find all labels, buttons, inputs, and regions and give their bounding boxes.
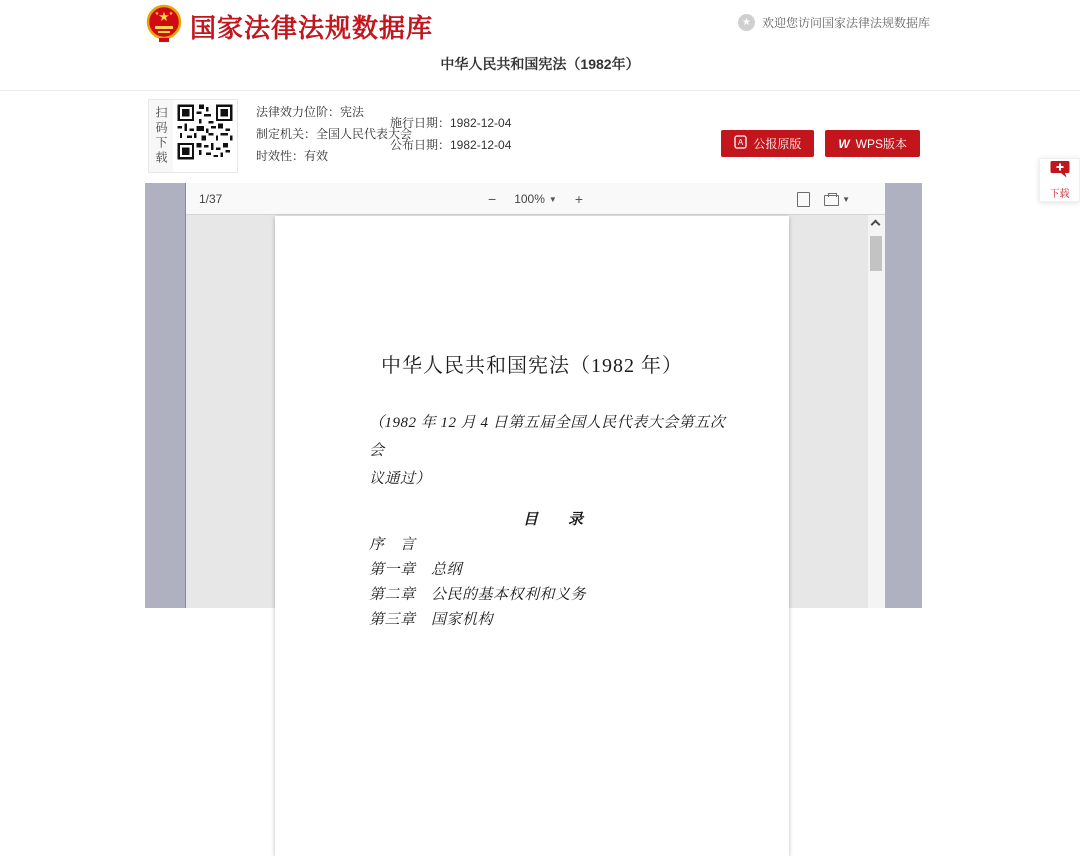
print-menu[interactable]: [824, 193, 850, 206]
site-header: [0, 0, 1080, 46]
doc-title-bar: [0, 46, 1080, 91]
toc-heading: 目 录: [522, 512, 583, 528]
wps-button-label: WPS版本: [855, 137, 907, 151]
adoption-line-2: 议通过）: [369, 471, 432, 487]
pdf-page-1: [275, 216, 789, 856]
svg-text:★: ★: [168, 11, 174, 17]
adoption-line-1: （1982 年 12 月 4 日第五届全国人民代表大会第五次会: [369, 415, 726, 459]
gazette-original-button[interactable]: [721, 130, 814, 157]
user-star-icon: ★: [738, 14, 755, 31]
svg-text:A: A: [738, 138, 744, 147]
svg-text:★: ★: [158, 9, 170, 24]
print-icon: [824, 195, 839, 206]
welcome-text: 欢迎您访问国家法律法规数据库: [761, 16, 930, 30]
qr-download-box: [148, 99, 238, 173]
meta-validity: 时效性：有效: [256, 149, 329, 163]
page-indicator: 1/37: [199, 192, 223, 206]
page-body: [275, 409, 789, 633]
zoom-in-button[interactable]: +: [571, 189, 587, 209]
meta-rank: 法律效力位阶：宪法: [256, 105, 365, 119]
toc-item-preface: 序 言: [369, 537, 416, 553]
qr-code: [173, 100, 237, 164]
download-bubble-icon: [1050, 160, 1070, 184]
floating-download-button[interactable]: [1039, 158, 1080, 202]
meta-maker: 制定机关：全国人民代表大会: [256, 127, 413, 141]
svg-text:★: ★: [154, 11, 160, 17]
wps-version-button[interactable]: [825, 130, 920, 157]
floating-download-label: 下载: [1049, 189, 1070, 200]
meta-column-left: [256, 101, 412, 167]
zoom-out-button[interactable]: −: [484, 189, 500, 209]
doc-title: 中华人民共和国宪法（1982年）: [440, 56, 640, 72]
constitution-title: 中华人民共和国宪法（1982 年）: [381, 355, 683, 377]
fit-page-icon[interactable]: [797, 192, 810, 207]
pdf-canvas: [186, 215, 885, 628]
gazette-button-label: 公报原版: [753, 137, 802, 151]
meta-effective-date: 施行日期：1982-12-04: [390, 116, 512, 130]
zoom-level-value: 100%: [514, 192, 545, 206]
pdf-viewer-frame: [145, 183, 922, 628]
pdf-file-icon: [734, 135, 747, 152]
welcome-area: [738, 14, 930, 31]
chevron-down-icon: ▼: [548, 194, 557, 204]
law-meta-section: [148, 91, 922, 183]
wps-icon: W: [838, 136, 850, 151]
download-buttons: [721, 130, 920, 157]
adoption-note: [369, 409, 737, 493]
zoom-controls: [484, 183, 587, 215]
site-logo[interactable]: [146, 4, 433, 49]
pdf-toolbar: [186, 183, 885, 215]
brand-title[interactable]: 国家法律法规数据库: [190, 13, 434, 43]
pdf-viewer: [185, 183, 885, 628]
scroll-up-arrow-icon[interactable]: [871, 220, 881, 230]
meta-publish-date: 公布日期：1982-12-04: [390, 138, 512, 152]
toc-item-chapter3: 第三章 国家机构: [369, 612, 494, 628]
pdf-scrollbar[interactable]: [868, 215, 885, 608]
toc-item-chapter1: 第一章 总纲: [369, 562, 463, 578]
national-emblem-icon: [146, 4, 182, 49]
meta-column-right: [390, 112, 511, 156]
zoom-level-select[interactable]: [514, 192, 557, 206]
qr-label: 扫码下载: [149, 100, 173, 172]
scrollbar-thumb[interactable]: [870, 236, 882, 271]
toc-item-chapter2: 第二章 公民的基本权利和义务: [369, 587, 587, 603]
toolbar-right-icons: [797, 183, 850, 215]
chevron-down-icon: ▼: [842, 194, 850, 204]
